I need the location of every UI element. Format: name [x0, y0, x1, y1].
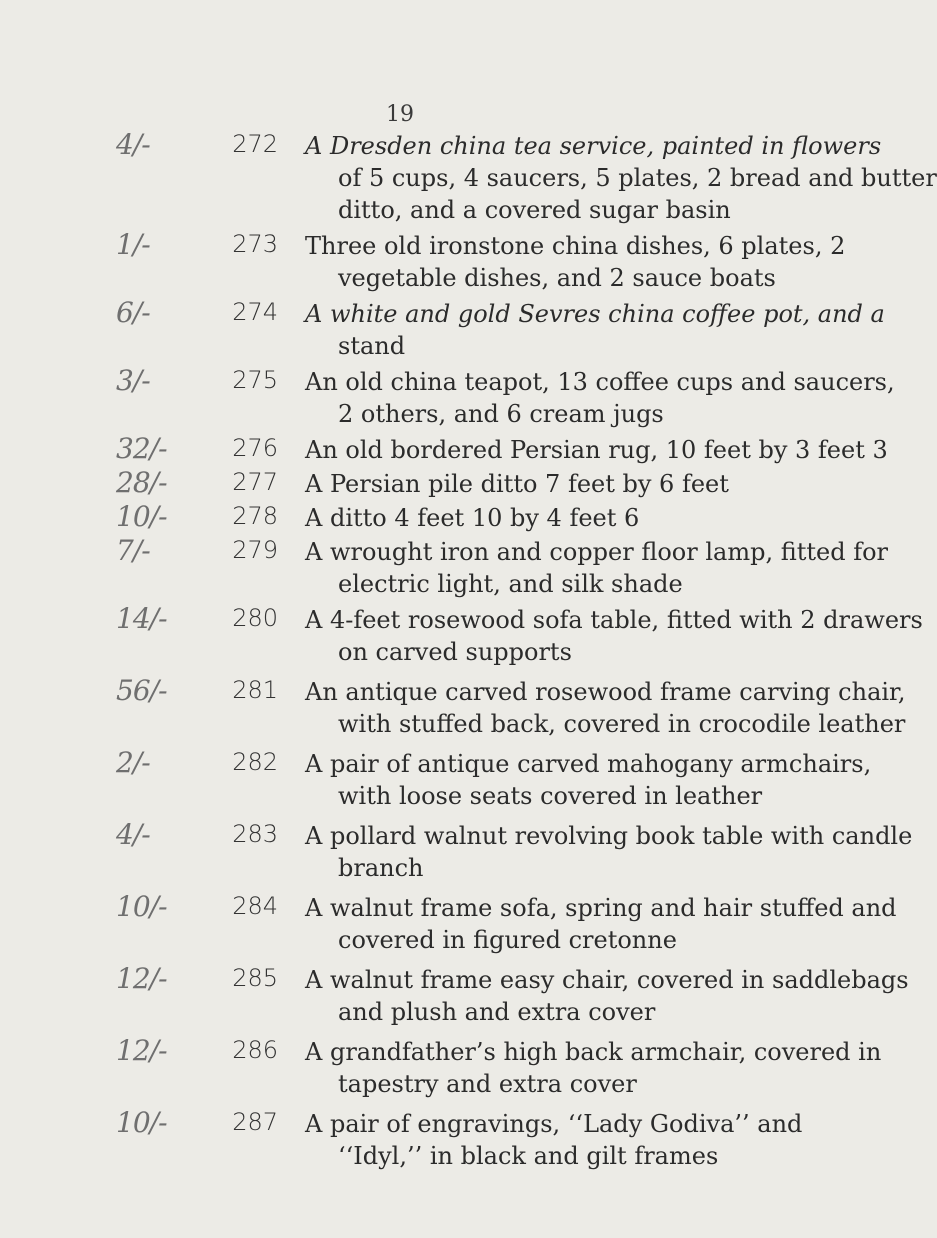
page-number: 19	[386, 102, 414, 127]
lot-number: 273	[232, 230, 278, 258]
pencil-price: 2/-	[116, 746, 150, 779]
lot-description	[305, 298, 885, 330]
lot-description-line: covered in figured cretonne	[338, 926, 677, 954]
lot-description-line: and plush and extra cover	[338, 998, 656, 1026]
lot-description-line: ditto, and a covered sugar basin	[338, 196, 731, 224]
pencil-price: 6/-	[116, 296, 150, 329]
lot-description: An old bordered Persian rug, 10 feet by 3 feet 3	[305, 436, 888, 464]
lot-description: A grandfather’s high back armchair, covered in	[305, 1038, 882, 1066]
lot-description-line: with loose seats covered in leather	[338, 782, 763, 810]
pencil-price: 56/-	[116, 674, 167, 707]
lot-description: Three old ironstone china dishes, 6 plates, 2	[305, 232, 846, 260]
pencil-price: 7/-	[116, 534, 150, 567]
lot-description: A pollard walnut revolving book table with candle	[305, 822, 913, 850]
pencil-price: 4/-	[116, 128, 150, 161]
lot-description: A Dresden china tea service, painted in flowers	[305, 132, 882, 160]
lot-description-text: A white and gold Sevres china coffee pot, and a	[305, 300, 885, 328]
lot-number: 277	[232, 468, 278, 496]
lot-description: An antique carved rosewood frame carving chair,	[305, 678, 906, 706]
lot-number: 275	[232, 366, 278, 394]
lot-number: 278	[232, 502, 278, 530]
lot-number: 281	[232, 676, 278, 704]
lot-description: An old china teapot, 13 coffee cups and saucers,	[305, 368, 895, 396]
pencil-price: 4/-	[116, 818, 150, 851]
pencil-price: 32/-	[116, 432, 167, 465]
pencil-price: 14/-	[116, 602, 167, 635]
lot-number: 276	[232, 434, 278, 462]
pencil-price: 10/-	[116, 500, 167, 533]
lot-description-line: of 5 cups, 4 saucers, 5 plates, 2 bread and butter	[338, 164, 937, 192]
lot-number: 272	[232, 130, 278, 158]
pencil-price: 12/-	[116, 1034, 167, 1067]
lot-number: 282	[232, 748, 278, 776]
lot-description: A ditto 4 feet 10 by 4 feet 6	[305, 504, 640, 532]
lot-description-line: with stuffed back, covered in crocodile leather	[338, 710, 906, 738]
lot-description: A walnut frame sofa, spring and hair stuffed and	[305, 894, 897, 922]
lot-description: A pair of antique carved mahogany armchairs,	[305, 750, 872, 778]
lot-number: 285	[232, 964, 278, 992]
lot-description-line: on carved supports	[338, 638, 572, 666]
pencil-price: 1/-	[116, 228, 150, 261]
lot-description-line: vegetable dishes, and 2 sauce boats	[338, 264, 776, 292]
lot-number: 283	[232, 820, 278, 848]
lot-description: A 4-feet rosewood sofa table, fitted with 2 drawers	[305, 606, 923, 634]
lot-description: A Persian pile ditto 7 feet by 6 feet	[305, 470, 729, 498]
lot-number: 284	[232, 892, 278, 920]
pencil-price: 10/-	[116, 1106, 167, 1139]
lot-description: A pair of engravings, ‘‘Lady Godiva’’ and	[305, 1110, 803, 1138]
lot-description-line: 2 others, and 6 cream jugs	[338, 400, 664, 428]
lot-description: A walnut frame easy chair, covered in saddlebags	[305, 966, 909, 994]
lot-number: 287	[232, 1108, 278, 1136]
pencil-price: 28/-	[116, 466, 167, 499]
lot-number: 274	[232, 298, 278, 326]
lot-description-line: stand	[338, 332, 406, 360]
lot-description-line: electric light, and silk shade	[338, 570, 683, 598]
pencil-price: 12/-	[116, 962, 167, 995]
lot-description-line: branch	[338, 854, 424, 882]
pencil-price: 10/-	[116, 890, 167, 923]
lot-number: 286	[232, 1036, 278, 1064]
lot-description-line: ‘‘Idyl,’’ in black and gilt frames	[338, 1142, 719, 1170]
lot-description: A wrought iron and copper floor lamp, fitted for	[305, 538, 889, 566]
lot-number: 279	[232, 536, 278, 564]
lot-number: 280	[232, 604, 278, 632]
pencil-price: 3/-	[116, 364, 150, 397]
lot-description-line: tapestry and extra cover	[338, 1070, 637, 1098]
